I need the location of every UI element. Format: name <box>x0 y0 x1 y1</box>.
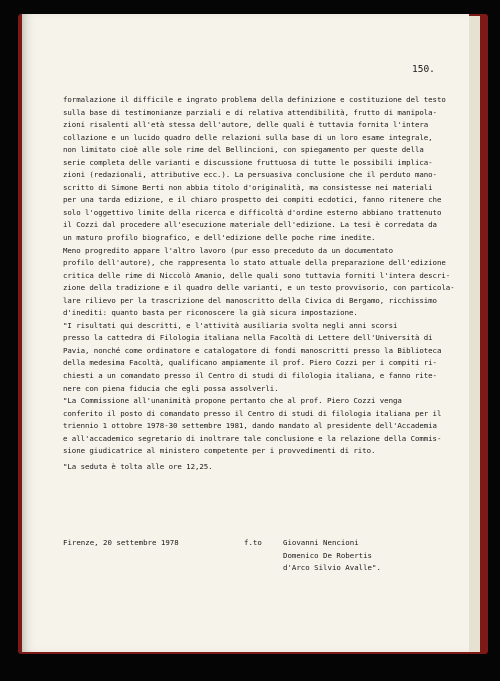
page-number: 150. <box>412 64 435 75</box>
text-line: d'inediti: quanto basta per riconoscere la già sicura impostazione. <box>63 308 358 318</box>
text-line: nere con piena fiducia che egli possa assolverli. <box>63 383 279 393</box>
text-line: Meno progredito appare l'altro lavoro (pur esso preceduto da un documentato <box>63 245 393 255</box>
place-date: Firenze, 20 settembre 1978 <box>63 538 179 547</box>
text-line: profilo dell'autore), che rappresenta lo stato attuale della preparazione dell'edizione <box>63 258 446 268</box>
text-line: formalazione il difficile e ingrato problema della definizione e costituzione del testo <box>63 95 446 104</box>
text-line: chiesti a un comandato presso il Centro di studi di filologia italiana, e fanno rite- <box>63 371 437 381</box>
text-line: "I risultati qui descritti, e l'attività ausiliaria svolta negli anni scorsi <box>63 320 398 330</box>
text-line: "La seduta è tolta alle ore 12,25. <box>63 461 213 471</box>
text-line: serie completa delle varianti e discussione fruttuosa di tutte le possibili implica- <box>63 157 433 167</box>
text-line: e all'accademico segretario di inoltrare tale conclusione e la relazione della Commis- <box>63 433 442 443</box>
text-line: "La Commissione all'unanimità propone pertanto che al prof. Piero Cozzi venga <box>63 396 402 406</box>
text-line: sulla base di testimonianze parziali e di relativa attendibilità, frutto di manipola- <box>63 107 437 117</box>
signed-marker: f.to <box>244 538 262 547</box>
signatory-name: Giovanni Nencioni <box>283 538 359 547</box>
text-line: conferito il posto di comandato presso il Centro di studi di filologia italiana per il <box>63 408 442 418</box>
text-line: sione giudicatrice al ministero competente per i provvedimenti di rito. <box>63 446 376 456</box>
text-line: il Cozzi dal procedere all'esecuzione materiale dell'edizione. La tesi è corredata da <box>63 220 437 230</box>
text-line: triennio 1 ottobre 1978-30 settembre 1981, dando mandato al presidente dell'Accademia <box>63 421 437 431</box>
text-line: della medesima Facoltà, qualificano ampiamente il prof. Piero Cozzi per i compiti ri- <box>63 358 437 368</box>
text-line: non limitato cioè alle sole rime del Bellincioni, con spiegamento per queste della <box>63 145 424 155</box>
text-line: collazione e un lucido quadro delle relazioni sulla base di un loro esame integrale, <box>63 132 433 142</box>
text-line: scritto di Simone Berti non abbia titolo d'originalità, ma consistesse nei materiali <box>63 182 433 192</box>
signatories <box>283 537 381 575</box>
text-line: Pavia, nonché come ordinatore e catalogatore di fondi manoscritti presso la Biblioteca <box>63 345 442 355</box>
text-line: critica delle rime di Niccolò Amanio, delle quali sono tuttavia forniti l'intera descri- <box>63 270 451 280</box>
text-line: un maturo profilo biografico, e dell'edizione delle poche rime inedite. <box>63 233 376 243</box>
signatory-name: d'Arco Silvio Avalle". <box>283 563 381 572</box>
body-text <box>63 94 455 473</box>
text-line: solo l'oggettivo limite della ricerca e difficoltà d'ordine esterno abbiano trattenuto <box>63 207 442 217</box>
text-line: presso la cattedra di Filologia italiana nella Facoltà di Lettere dell'Università di <box>63 333 433 343</box>
text-line: zioni risalenti all'età stessa dell'autore, delle quali è tuttavia fornita l'intera <box>63 120 429 130</box>
signatory-name: Domenico De Robertis <box>283 550 372 560</box>
text-line: zioni (redazionali, attributive ecc.). La persuasiva conclusione che il perduto mano- <box>63 170 437 180</box>
text-line: per una tarda edizione, e il chiaro prospetto dei compiti ecdotici, fanno ritenere che <box>63 195 442 205</box>
text-line: zione della tradizione e il quadro delle varianti, e un testo provvisorio, con particola- <box>63 283 455 293</box>
text-line: lare rilievo per la trascrizione del manoscritto della Civica di Bergamo, ricchissimo <box>63 295 437 305</box>
